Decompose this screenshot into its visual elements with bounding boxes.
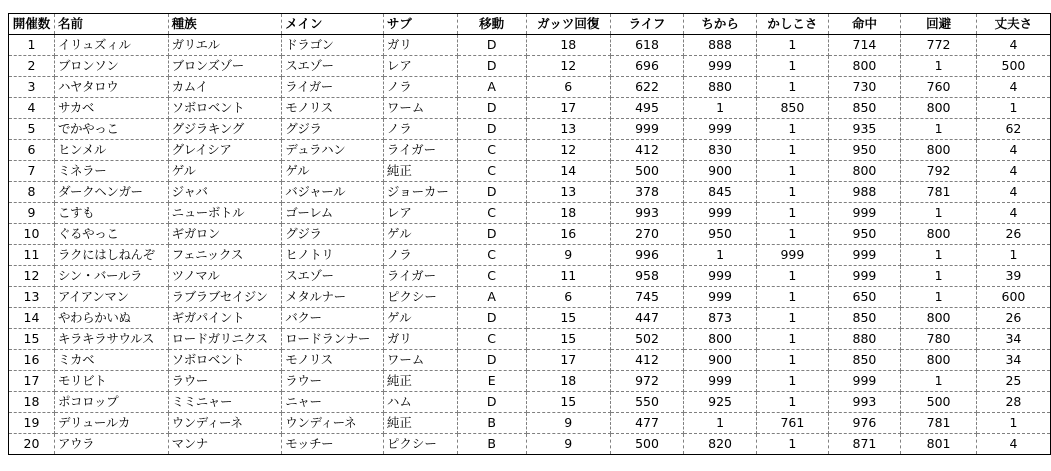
cell-move[interactable]: C — [457, 266, 526, 287]
cell-sub[interactable]: ガリ — [383, 35, 457, 56]
cell-guts-recovery[interactable]: 6 — [526, 77, 611, 98]
cell-guts-recovery[interactable]: 14 — [526, 161, 611, 182]
cell-evasion[interactable]: 800 — [901, 224, 977, 245]
spreadsheet-table-container — [8, 13, 1051, 455]
cell-kaisaisu[interactable]: 19 — [9, 413, 55, 434]
cell-kaisaisu[interactable]: 8 — [9, 182, 55, 203]
cell-intelligence[interactable]: 1 — [757, 308, 829, 329]
table-row — [9, 413, 1051, 434]
cell-kaisaisu[interactable]: 16 — [9, 350, 55, 371]
cell-accuracy[interactable]: 880 — [828, 329, 901, 350]
cell-power[interactable]: 999 — [684, 287, 757, 308]
cell-accuracy[interactable]: 730 — [828, 77, 901, 98]
cell-power[interactable]: 999 — [684, 203, 757, 224]
cell-evasion[interactable]: 800 — [901, 98, 977, 119]
cell-name[interactable]: ハヤタロウ — [54, 77, 168, 98]
cell-move[interactable]: A — [457, 77, 526, 98]
cell-name[interactable]: アイアンマン — [54, 287, 168, 308]
cell-intelligence[interactable]: 1 — [757, 35, 829, 56]
cell-life[interactable]: 618 — [611, 35, 684, 56]
cell-power[interactable]: 900 — [684, 161, 757, 182]
cell-main[interactable]: デュラハン — [282, 140, 384, 161]
cell-accuracy[interactable]: 999 — [828, 245, 901, 266]
cell-guts-recovery[interactable]: 6 — [526, 287, 611, 308]
cell-accuracy[interactable]: 850 — [828, 308, 901, 329]
cell-defense[interactable]: 4 — [976, 35, 1050, 56]
cell-species[interactable]: ソボロベント — [168, 98, 282, 119]
cell-power[interactable]: 845 — [684, 182, 757, 203]
cell-name[interactable]: ミカベ — [54, 350, 168, 371]
cell-name[interactable]: デリュールカ — [54, 413, 168, 434]
cell-guts-recovery[interactable]: 18 — [526, 203, 611, 224]
cell-power[interactable]: 999 — [684, 56, 757, 77]
cell-defense[interactable]: 34 — [976, 350, 1050, 371]
cell-kaisaisu[interactable]: 18 — [9, 392, 55, 413]
header-cell-accuracy[interactable]: 命中 — [828, 14, 901, 35]
cell-defense[interactable]: 4 — [976, 77, 1050, 98]
cell-evasion[interactable]: 781 — [901, 182, 977, 203]
cell-evasion[interactable]: 1 — [901, 287, 977, 308]
table-row — [9, 203, 1051, 224]
cell-main[interactable]: モノリス — [282, 98, 384, 119]
cell-defense[interactable]: 600 — [976, 287, 1050, 308]
table-row — [9, 140, 1051, 161]
cell-defense[interactable]: 25 — [976, 371, 1050, 392]
cell-guts-recovery[interactable]: 11 — [526, 266, 611, 287]
header-cell-species[interactable]: 種族 — [168, 14, 282, 35]
cell-power[interactable]: 1 — [684, 413, 757, 434]
cell-species[interactable]: カムイ — [168, 77, 282, 98]
header-row — [9, 14, 1051, 35]
header-cell-kaisaisu[interactable]: 開催数 — [9, 14, 55, 35]
cell-guts-recovery[interactable]: 9 — [526, 413, 611, 434]
cell-species[interactable]: ウンディーネ — [168, 413, 282, 434]
cell-power[interactable]: 800 — [684, 329, 757, 350]
cell-species[interactable]: ラウー — [168, 371, 282, 392]
cell-main[interactable]: グジラ — [282, 119, 384, 140]
cell-evasion[interactable]: 800 — [901, 308, 977, 329]
header-cell-guts-recovery[interactable]: ガッツ回復 — [526, 14, 611, 35]
cell-main[interactable]: ラウー — [282, 371, 384, 392]
cell-sub[interactable]: ライガー — [383, 266, 457, 287]
cell-evasion[interactable]: 1 — [901, 266, 977, 287]
table-row — [9, 350, 1051, 371]
cell-main[interactable]: バジャール — [282, 182, 384, 203]
cell-species[interactable]: ソボロベント — [168, 350, 282, 371]
cell-sub[interactable]: レア — [383, 203, 457, 224]
cell-life[interactable]: 447 — [611, 308, 684, 329]
cell-guts-recovery[interactable]: 18 — [526, 371, 611, 392]
cell-sub[interactable]: ガリ — [383, 329, 457, 350]
cell-name[interactable]: ダークヘンガー — [54, 182, 168, 203]
cell-main[interactable]: ドラゴン — [282, 35, 384, 56]
table-row — [9, 98, 1051, 119]
cell-accuracy[interactable]: 800 — [828, 161, 901, 182]
cell-evasion[interactable]: 1 — [901, 119, 977, 140]
cell-life[interactable]: 412 — [611, 140, 684, 161]
cell-move[interactable]: C — [457, 203, 526, 224]
cell-evasion[interactable]: 772 — [901, 35, 977, 56]
cell-move[interactable]: D — [457, 182, 526, 203]
cell-accuracy[interactable]: 988 — [828, 182, 901, 203]
cell-kaisaisu[interactable]: 15 — [9, 329, 55, 350]
cell-guts-recovery[interactable]: 15 — [526, 392, 611, 413]
cell-evasion[interactable]: 801 — [901, 434, 977, 455]
cell-evasion[interactable]: 760 — [901, 77, 977, 98]
cell-life[interactable]: 270 — [611, 224, 684, 245]
cell-intelligence[interactable]: 850 — [757, 98, 829, 119]
cell-sub[interactable]: 純正 — [383, 371, 457, 392]
cell-guts-recovery[interactable]: 9 — [526, 434, 611, 455]
cell-sub[interactable]: ピクシー — [383, 287, 457, 308]
cell-main[interactable]: グジラ — [282, 224, 384, 245]
cell-main[interactable]: ゲル — [282, 161, 384, 182]
cell-life[interactable]: 996 — [611, 245, 684, 266]
cell-intelligence[interactable]: 1 — [757, 56, 829, 77]
cell-evasion[interactable]: 781 — [901, 413, 977, 434]
cell-power[interactable]: 999 — [684, 119, 757, 140]
cell-species[interactable]: ギガパイント — [168, 308, 282, 329]
cell-intelligence[interactable]: 1 — [757, 77, 829, 98]
cell-accuracy[interactable]: 999 — [828, 203, 901, 224]
cell-defense[interactable]: 34 — [976, 329, 1050, 350]
header-cell-power[interactable]: ちから — [684, 14, 757, 35]
cell-evasion[interactable]: 1 — [901, 245, 977, 266]
cell-life[interactable]: 622 — [611, 77, 684, 98]
cell-species[interactable]: ブロンズゾー — [168, 56, 282, 77]
cell-accuracy[interactable]: 999 — [828, 266, 901, 287]
cell-power[interactable]: 950 — [684, 224, 757, 245]
cell-kaisaisu[interactable]: 3 — [9, 77, 55, 98]
cell-sub[interactable]: 純正 — [383, 413, 457, 434]
cell-move[interactable]: D — [457, 392, 526, 413]
cell-guts-recovery[interactable]: 16 — [526, 224, 611, 245]
cell-move[interactable]: C — [457, 245, 526, 266]
cell-evasion[interactable]: 780 — [901, 329, 977, 350]
cell-move[interactable]: D — [457, 98, 526, 119]
cell-intelligence[interactable]: 1 — [757, 140, 829, 161]
cell-defense[interactable]: 1 — [976, 245, 1050, 266]
table-row — [9, 224, 1051, 245]
cell-evasion[interactable]: 500 — [901, 392, 977, 413]
cell-defense[interactable]: 62 — [976, 119, 1050, 140]
table-row — [9, 56, 1051, 77]
cell-power[interactable]: 1 — [684, 245, 757, 266]
cell-life[interactable]: 972 — [611, 371, 684, 392]
cell-sub[interactable]: レア — [383, 56, 457, 77]
cell-guts-recovery[interactable]: 17 — [526, 350, 611, 371]
cell-species[interactable]: ニューボトル — [168, 203, 282, 224]
cell-accuracy[interactable]: 999 — [828, 371, 901, 392]
cell-sub[interactable]: ピクシー — [383, 434, 457, 455]
cell-species[interactable]: ギガロン — [168, 224, 282, 245]
cell-guts-recovery[interactable]: 15 — [526, 329, 611, 350]
cell-name[interactable]: ラクにはしねんぞ — [54, 245, 168, 266]
cell-sub[interactable]: ノラ — [383, 119, 457, 140]
cell-evasion[interactable]: 800 — [901, 140, 977, 161]
cell-guts-recovery[interactable]: 12 — [526, 56, 611, 77]
cell-life[interactable]: 745 — [611, 287, 684, 308]
cell-main[interactable]: メタルナー — [282, 287, 384, 308]
header-cell-life[interactable]: ライフ — [611, 14, 684, 35]
header-cell-defense[interactable]: 丈夫さ — [976, 14, 1050, 35]
cell-kaisaisu[interactable]: 14 — [9, 308, 55, 329]
cell-kaisaisu[interactable]: 6 — [9, 140, 55, 161]
cell-kaisaisu[interactable]: 11 — [9, 245, 55, 266]
cell-name[interactable]: ミネラー — [54, 161, 168, 182]
cell-main[interactable]: スエゾー — [282, 266, 384, 287]
cell-accuracy[interactable]: 976 — [828, 413, 901, 434]
cell-intelligence[interactable]: 761 — [757, 413, 829, 434]
table-row — [9, 119, 1051, 140]
cell-power[interactable]: 873 — [684, 308, 757, 329]
cell-life[interactable]: 412 — [611, 350, 684, 371]
cell-power[interactable]: 830 — [684, 140, 757, 161]
cell-intelligence[interactable]: 1 — [757, 203, 829, 224]
cell-kaisaisu[interactable]: 13 — [9, 287, 55, 308]
cell-main[interactable]: ゴーレム — [282, 203, 384, 224]
cell-intelligence[interactable]: 1 — [757, 119, 829, 140]
cell-accuracy[interactable]: 950 — [828, 224, 901, 245]
cell-intelligence[interactable]: 1 — [757, 329, 829, 350]
cell-species[interactable]: ガリエル — [168, 35, 282, 56]
cell-guts-recovery[interactable]: 13 — [526, 119, 611, 140]
cell-evasion[interactable]: 1 — [901, 56, 977, 77]
cell-sub[interactable]: ハム — [383, 392, 457, 413]
cell-sub[interactable]: ノラ — [383, 245, 457, 266]
cell-move[interactable]: C — [457, 140, 526, 161]
cell-accuracy[interactable]: 950 — [828, 140, 901, 161]
cell-life[interactable]: 999 — [611, 119, 684, 140]
cell-intelligence[interactable]: 1 — [757, 182, 829, 203]
cell-power[interactable]: 880 — [684, 77, 757, 98]
cell-accuracy[interactable]: 800 — [828, 56, 901, 77]
cell-species[interactable]: ジャバ — [168, 182, 282, 203]
cell-life[interactable]: 500 — [611, 434, 684, 455]
cell-accuracy[interactable]: 871 — [828, 434, 901, 455]
cell-defense[interactable]: 26 — [976, 224, 1050, 245]
cell-move[interactable]: D — [457, 350, 526, 371]
table-row — [9, 434, 1051, 455]
header-cell-main[interactable]: メイン — [282, 14, 384, 35]
cell-sub[interactable]: ノラ — [383, 77, 457, 98]
cell-defense[interactable]: 4 — [976, 161, 1050, 182]
monster-stats-table — [8, 13, 1051, 455]
cell-life[interactable]: 495 — [611, 98, 684, 119]
table-row — [9, 77, 1051, 98]
cell-accuracy[interactable]: 993 — [828, 392, 901, 413]
table-row — [9, 266, 1051, 287]
table-row — [9, 329, 1051, 350]
cell-name[interactable]: アウラ — [54, 434, 168, 455]
cell-species[interactable]: ゲル — [168, 161, 282, 182]
cell-main[interactable]: モノリス — [282, 350, 384, 371]
cell-guts-recovery[interactable]: 17 — [526, 98, 611, 119]
header-cell-move[interactable]: 移動 — [457, 14, 526, 35]
cell-move[interactable]: D — [457, 308, 526, 329]
header-cell-evasion[interactable]: 回避 — [901, 14, 977, 35]
cell-main[interactable]: スエゾー — [282, 56, 384, 77]
cell-move[interactable]: D — [457, 56, 526, 77]
cell-move[interactable]: D — [457, 119, 526, 140]
table-row — [9, 245, 1051, 266]
cell-species[interactable]: マンナ — [168, 434, 282, 455]
cell-defense[interactable]: 28 — [976, 392, 1050, 413]
cell-kaisaisu[interactable]: 9 — [9, 203, 55, 224]
cell-move[interactable]: D — [457, 224, 526, 245]
cell-sub[interactable]: 純正 — [383, 161, 457, 182]
cell-species[interactable]: フェニックス — [168, 245, 282, 266]
cell-move[interactable]: A — [457, 287, 526, 308]
cell-name[interactable]: キラキラサウルス — [54, 329, 168, 350]
cell-name[interactable]: モリビト — [54, 371, 168, 392]
cell-defense[interactable]: 1 — [976, 413, 1050, 434]
cell-guts-recovery[interactable]: 12 — [526, 140, 611, 161]
cell-sub[interactable]: ジョーカー — [383, 182, 457, 203]
cell-power[interactable]: 999 — [684, 266, 757, 287]
cell-main[interactable]: ウンディーネ — [282, 413, 384, 434]
header-cell-intelligence[interactable]: かしこさ — [757, 14, 829, 35]
header-cell-name[interactable]: 名前 — [54, 14, 168, 35]
cell-intelligence[interactable]: 1 — [757, 161, 829, 182]
cell-main[interactable]: ヒノトリ — [282, 245, 384, 266]
cell-power[interactable]: 900 — [684, 350, 757, 371]
cell-move[interactable]: C — [457, 161, 526, 182]
cell-sub[interactable]: ワーム — [383, 350, 457, 371]
cell-intelligence[interactable]: 1 — [757, 266, 829, 287]
cell-kaisaisu[interactable]: 20 — [9, 434, 55, 455]
table-row — [9, 371, 1051, 392]
cell-sub[interactable]: ゲル — [383, 224, 457, 245]
cell-move[interactable]: B — [457, 434, 526, 455]
cell-evasion[interactable]: 792 — [901, 161, 977, 182]
cell-evasion[interactable]: 1 — [901, 371, 977, 392]
cell-name[interactable]: ブロンソン — [54, 56, 168, 77]
cell-intelligence[interactable]: 1 — [757, 287, 829, 308]
cell-life[interactable]: 502 — [611, 329, 684, 350]
cell-kaisaisu[interactable]: 10 — [9, 224, 55, 245]
cell-life[interactable]: 477 — [611, 413, 684, 434]
cell-main[interactable]: バクー — [282, 308, 384, 329]
cell-name[interactable]: ポコロップ — [54, 392, 168, 413]
cell-power[interactable]: 925 — [684, 392, 757, 413]
cell-sub[interactable]: ライガー — [383, 140, 457, 161]
cell-accuracy[interactable]: 935 — [828, 119, 901, 140]
cell-kaisaisu[interactable]: 12 — [9, 266, 55, 287]
cell-intelligence[interactable]: 1 — [757, 371, 829, 392]
cell-evasion[interactable]: 800 — [901, 350, 977, 371]
cell-main[interactable]: モッチー — [282, 434, 384, 455]
cell-defense[interactable]: 39 — [976, 266, 1050, 287]
cell-guts-recovery[interactable]: 13 — [526, 182, 611, 203]
cell-power[interactable]: 1 — [684, 98, 757, 119]
cell-move[interactable]: E — [457, 371, 526, 392]
cell-life[interactable]: 993 — [611, 203, 684, 224]
cell-main[interactable]: ニャー — [282, 392, 384, 413]
cell-life[interactable]: 958 — [611, 266, 684, 287]
cell-species[interactable]: ラブラブセイジン — [168, 287, 282, 308]
table-row — [9, 35, 1051, 56]
cell-power[interactable]: 820 — [684, 434, 757, 455]
cell-intelligence[interactable]: 1 — [757, 350, 829, 371]
table-row — [9, 287, 1051, 308]
cell-kaisaisu[interactable]: 1 — [9, 35, 55, 56]
cell-defense[interactable]: 500 — [976, 56, 1050, 77]
cell-main[interactable]: ライガー — [282, 77, 384, 98]
table-row — [9, 182, 1051, 203]
cell-name[interactable]: ヒンメル — [54, 140, 168, 161]
table-body — [9, 35, 1051, 455]
cell-sub[interactable]: ワーム — [383, 98, 457, 119]
cell-intelligence[interactable]: 1 — [757, 224, 829, 245]
cell-species[interactable]: ロードガリニクス — [168, 329, 282, 350]
cell-kaisaisu[interactable]: 4 — [9, 98, 55, 119]
cell-name[interactable]: こすも — [54, 203, 168, 224]
cell-intelligence[interactable]: 999 — [757, 245, 829, 266]
cell-sub[interactable]: ゲル — [383, 308, 457, 329]
cell-life[interactable]: 378 — [611, 182, 684, 203]
cell-main[interactable]: ロードランナー — [282, 329, 384, 350]
cell-accuracy[interactable]: 650 — [828, 287, 901, 308]
cell-name[interactable]: シン・バールラ — [54, 266, 168, 287]
table-row — [9, 308, 1051, 329]
cell-name[interactable]: ぐるやっこ — [54, 224, 168, 245]
cell-defense[interactable]: 4 — [976, 434, 1050, 455]
cell-guts-recovery[interactable]: 9 — [526, 245, 611, 266]
cell-guts-recovery[interactable]: 18 — [526, 35, 611, 56]
cell-defense[interactable]: 4 — [976, 203, 1050, 224]
cell-accuracy[interactable]: 714 — [828, 35, 901, 56]
cell-kaisaisu[interactable]: 17 — [9, 371, 55, 392]
cell-species[interactable]: グジラキング — [168, 119, 282, 140]
cell-kaisaisu[interactable]: 5 — [9, 119, 55, 140]
cell-defense[interactable]: 4 — [976, 140, 1050, 161]
cell-life[interactable]: 696 — [611, 56, 684, 77]
cell-guts-recovery[interactable]: 15 — [526, 308, 611, 329]
cell-move[interactable]: C — [457, 329, 526, 350]
cell-power[interactable]: 999 — [684, 371, 757, 392]
cell-intelligence[interactable]: 1 — [757, 434, 829, 455]
cell-accuracy[interactable]: 850 — [828, 98, 901, 119]
cell-name[interactable]: でかやっこ — [54, 119, 168, 140]
cell-name[interactable]: やわらかいぬ — [54, 308, 168, 329]
cell-move[interactable]: B — [457, 413, 526, 434]
cell-name[interactable]: サカベ — [54, 98, 168, 119]
cell-kaisaisu[interactable]: 7 — [9, 161, 55, 182]
table-row — [9, 392, 1051, 413]
table-row — [9, 161, 1051, 182]
cell-life[interactable]: 500 — [611, 161, 684, 182]
cell-species[interactable]: ミミニャー — [168, 392, 282, 413]
cell-evasion[interactable]: 1 — [901, 203, 977, 224]
header-cell-sub[interactable]: サブ — [383, 14, 457, 35]
cell-move[interactable]: D — [457, 35, 526, 56]
cell-defense[interactable]: 1 — [976, 98, 1050, 119]
cell-intelligence[interactable]: 1 — [757, 392, 829, 413]
cell-kaisaisu[interactable]: 2 — [9, 56, 55, 77]
cell-accuracy[interactable]: 850 — [828, 350, 901, 371]
cell-defense[interactable]: 26 — [976, 308, 1050, 329]
cell-power[interactable]: 888 — [684, 35, 757, 56]
cell-species[interactable]: ツノマル — [168, 266, 282, 287]
cell-species[interactable]: グレイシア — [168, 140, 282, 161]
cell-life[interactable]: 550 — [611, 392, 684, 413]
cell-defense[interactable]: 4 — [976, 182, 1050, 203]
cell-name[interactable]: イリュズィル — [54, 35, 168, 56]
